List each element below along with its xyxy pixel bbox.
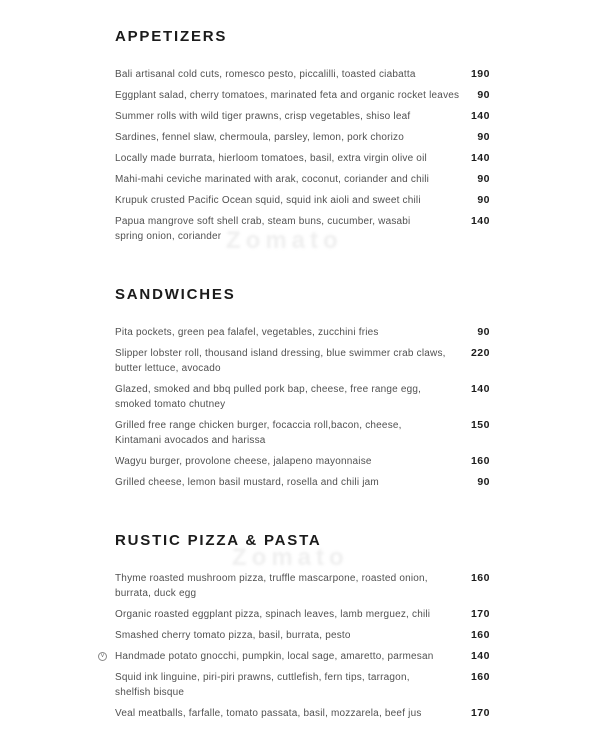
section-items (115, 325, 490, 490)
menu-item-description (115, 670, 456, 700)
menu-item-text: Pita pockets, green pea falafel, vegetables, zucchini fries (115, 327, 379, 338)
menu-item-text: Locally made burrata, hierloom tomatoes, basil, extra virgin olive oil (115, 153, 427, 164)
watermark: Zomato (226, 227, 343, 254)
menu-item-description (115, 109, 456, 124)
menu-item (115, 214, 490, 244)
menu-item-price: 190 (470, 68, 490, 80)
menu-item-text: burrata, duck egg (115, 588, 197, 599)
section-items (101, 571, 490, 721)
menu-item (115, 454, 490, 469)
menu-item-text: butter lettuce, avocado (115, 363, 221, 374)
vegetarian-icon-letter: v (101, 653, 104, 659)
menu-item-price: 140 (470, 110, 490, 122)
menu-item-text: Grilled free range chicken burger, focaccia roll,bacon, cheese, (115, 420, 402, 431)
menu-item-price: 90 (477, 194, 490, 206)
menu-item-text: Handmade potato gnocchi, pumpkin, local sage, amaretto, parmesan (115, 651, 434, 662)
menu-item-text: Organic roasted eggplant pizza, spinach leaves, lamb merguez, chili (115, 609, 431, 620)
menu-section-rustic-pizza-pasta (101, 532, 490, 721)
menu-section-sandwiches (115, 286, 490, 490)
menu-item (115, 670, 490, 700)
menu-item-text: spring onion, coriander (115, 231, 222, 242)
menu-item-description (115, 475, 456, 490)
menu-item (115, 706, 490, 721)
menu-item-price: 140 (470, 383, 490, 395)
section-title-sandwiches: SANDWICHES (115, 286, 236, 303)
menu-item-description (115, 193, 456, 208)
menu-item-text: smoked tomato chutney (115, 399, 226, 410)
menu-item-price: 220 (470, 347, 490, 359)
menu-item-description (115, 418, 456, 448)
menu-item-text: shelfish bisque (115, 687, 185, 698)
menu-item-price: 160 (470, 629, 490, 641)
menu-item (101, 649, 490, 664)
menu-item-description (115, 151, 456, 166)
menu-item-price: 170 (470, 608, 490, 620)
menu-item-text: Veal meatballs, farfalle, tomato passata, basil, mozzarela, beef jus (115, 708, 422, 719)
menu-item-description (115, 325, 456, 340)
menu-item (115, 628, 490, 643)
menu-item (115, 607, 490, 622)
menu-item-description (115, 214, 456, 244)
menu-item-price: 90 (477, 476, 490, 488)
menu-item (115, 130, 490, 145)
menu-item-price: 170 (470, 707, 490, 719)
menu-item-description (115, 67, 456, 82)
menu-item (115, 571, 490, 601)
menu-item-price: 90 (477, 326, 490, 338)
watermark: Zomato (232, 544, 349, 571)
menu-item (115, 193, 490, 208)
menu-item-description (115, 88, 460, 103)
menu-item-price: 140 (470, 650, 490, 662)
menu-content (101, 28, 490, 727)
vegetarian-icon (98, 652, 107, 661)
menu-item (115, 475, 490, 490)
section-title-appetizers: APPETIZERS (115, 28, 228, 45)
menu-item-text: Smashed cherry tomato pizza, basil, burrata, pesto (115, 630, 351, 641)
menu-item-text: Wagyu burger, provolone cheese, jalapeno mayonnaise (115, 456, 372, 467)
menu-item-price: 160 (470, 572, 490, 584)
menu-item (115, 88, 490, 103)
menu-item (115, 151, 490, 166)
menu-item-text: Grilled cheese, lemon basil mustard, rosella and chili jam (115, 477, 379, 488)
menu-item-price: 160 (470, 671, 490, 683)
menu-item (115, 418, 490, 448)
menu-item-price: 160 (470, 455, 490, 467)
menu-item-description (115, 571, 456, 601)
menu-item (115, 67, 490, 82)
menu-item-description (115, 454, 456, 469)
section-items (115, 67, 490, 244)
menu-item-description (115, 172, 456, 187)
menu-item-description (115, 130, 456, 145)
menu-item-price: 150 (470, 419, 490, 431)
menu-item-description (115, 382, 456, 412)
menu-item-text: Squid ink linguine, piri-piri prawns, cuttlefish, fern tips, tarragon, (115, 672, 410, 683)
menu-item (115, 109, 490, 124)
menu-item-description (115, 607, 456, 622)
menu-item-description (115, 706, 456, 721)
menu-item-text: Kintamani avocados and harissa (115, 435, 266, 446)
menu-item-text: Sardines, fennel slaw, chermoula, parsley, lemon, pork chorizo (115, 132, 405, 143)
menu-item-text: Thyme roasted mushroom pizza, truffle mascarpone, roasted onion, (115, 573, 428, 584)
menu-item-text: Krupuk crusted Pacific Ocean squid, squid ink aioli and sweet chili (115, 195, 421, 206)
section-title-rustic-pizza-pasta: RUSTIC PIZZA & PASTA (115, 532, 322, 549)
menu-item-price: 140 (470, 215, 490, 227)
menu-item-price: 90 (477, 131, 490, 143)
menu-section-appetizers (115, 28, 490, 244)
menu-item-text: Slipper lobster roll, thousand island dressing, blue swimmer crab claws, (115, 348, 446, 359)
menu-item-price: 140 (470, 152, 490, 164)
menu-item-text: Mahi-mahi ceviche marinated with arak, coconut, coriander and chili (115, 174, 430, 185)
menu-item-text: Bali artisanal cold cuts, romesco pesto, piccalilli, toasted ciabatta (115, 69, 416, 80)
menu-item-description (101, 649, 456, 664)
menu-item-description (115, 628, 456, 643)
menu-item-description (115, 346, 456, 376)
menu-item (115, 382, 490, 412)
menu-item (115, 172, 490, 187)
menu-item-text: Eggplant salad, cherry tomatoes, marinated feta and organic rocket leaves (115, 90, 460, 101)
menu-item (115, 346, 490, 376)
menu-item-text: Papua mangrove soft shell crab, steam buns, cucumber, wasabi (115, 216, 411, 227)
menu-item-price: 90 (477, 89, 490, 101)
menu-item-price: 90 (477, 173, 490, 185)
menu-item-text: Summer rolls with wild tiger prawns, crisp vegetables, shiso leaf (115, 111, 411, 122)
menu-item (115, 325, 490, 340)
menu-item-text: Glazed, smoked and bbq pulled pork bap, cheese, free range egg, (115, 384, 422, 395)
